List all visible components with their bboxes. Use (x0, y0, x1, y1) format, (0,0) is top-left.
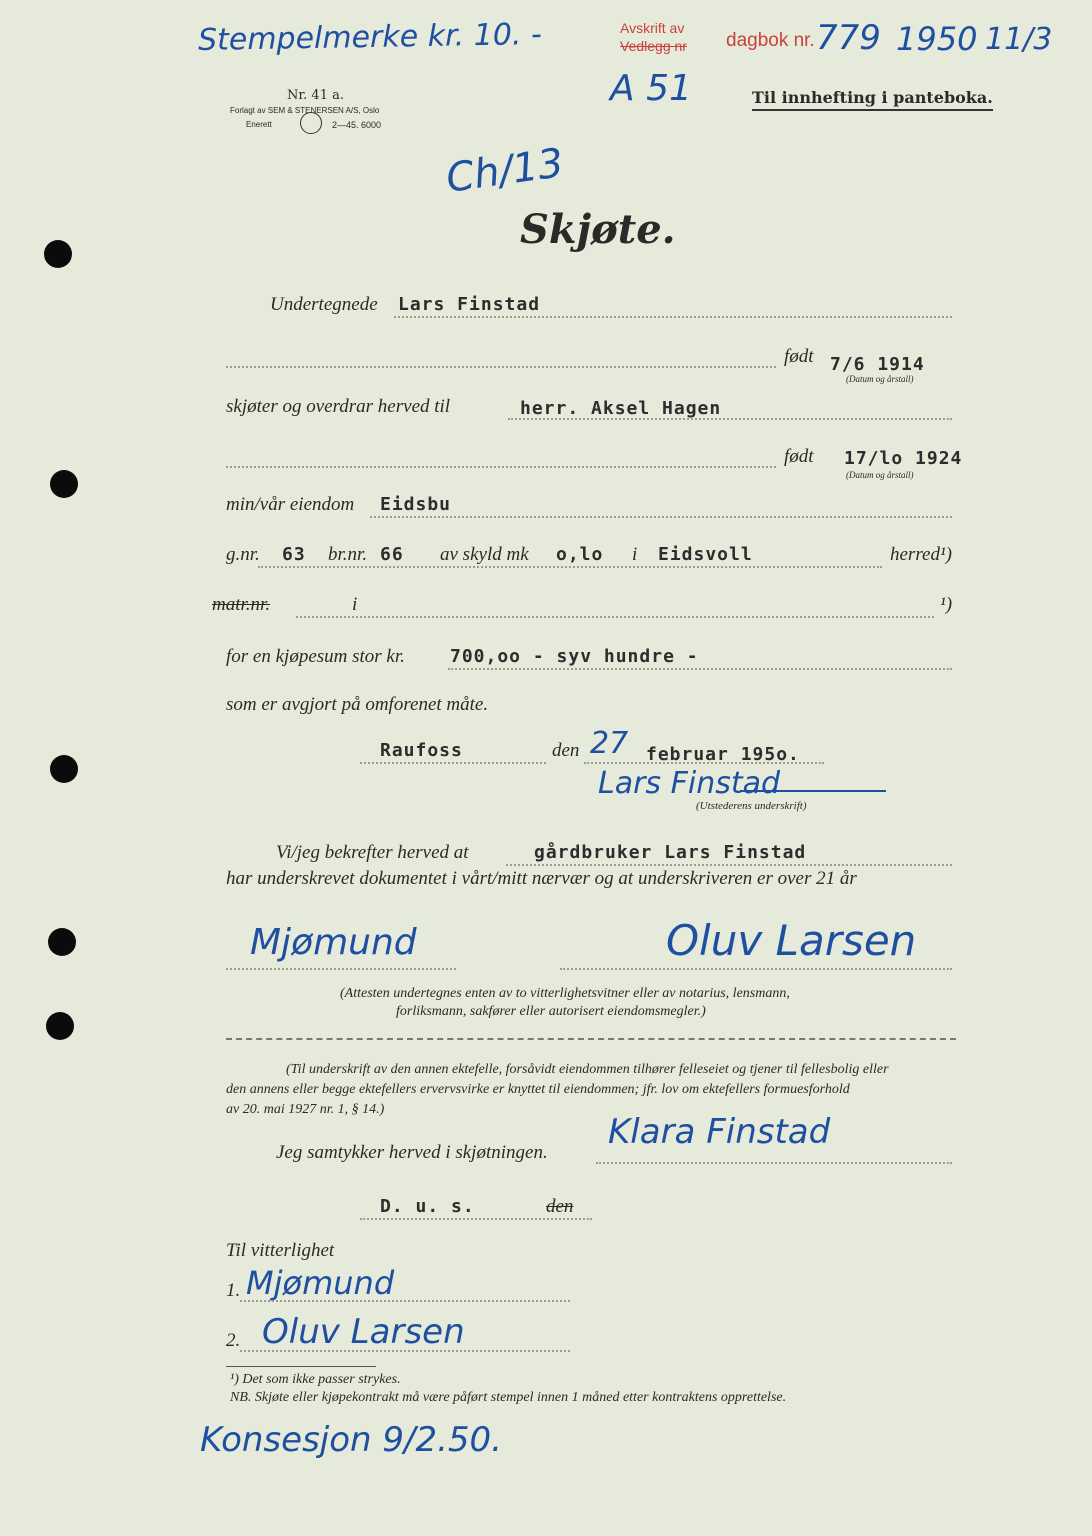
punch-hole (50, 755, 78, 783)
spouse-note-3: av 20. mai 1927 nr. 1, § 14.) (226, 1102, 385, 1117)
buyer-born: 17/lo 1924 (844, 448, 963, 469)
line-undertegnede (394, 316, 952, 318)
vitterlighet-n1: 1. (226, 1280, 241, 1301)
publisher-enerett: Enerett (246, 120, 272, 129)
konsesjon-note: Konsesjon 9/2.50. (200, 1420, 502, 1460)
herred-label: herred¹) (890, 544, 952, 565)
dagbok-year: 1950 (896, 20, 978, 58)
date-rest: februar 195o. (646, 744, 800, 765)
footnote-mark: ¹) (940, 594, 953, 615)
price: 700,oo - syv hundre - (450, 646, 699, 667)
line-fodt1 (226, 366, 776, 368)
line-vitt-2 (240, 1350, 570, 1352)
line-eiendom (370, 516, 952, 518)
seller-name: Lars Finstad (398, 294, 541, 315)
brnr-label: br.nr. (328, 544, 368, 565)
datum-caption: (Datum og årstall) (846, 374, 914, 384)
vitterlighet-label: Til vitterlighet (226, 1240, 335, 1261)
den-label: den (552, 740, 580, 761)
stamp-avskrift: Avskrift av (620, 20, 685, 36)
i-label: i (632, 544, 638, 565)
undertegnede-label: Undertegnede (270, 294, 378, 315)
divider (226, 1038, 956, 1040)
gnr-label: g.nr. (226, 544, 260, 565)
line-place (360, 762, 546, 764)
kjopesum-label: for en kjøpesum stor kr. (226, 646, 405, 667)
property-name: Eidsbu (380, 494, 452, 515)
date-day: 27 (590, 726, 629, 761)
confirm-label: Vi/jeg bekrefter herved at (276, 842, 469, 863)
handwritten-code: A 51 (610, 68, 692, 109)
vitterlighet-n2: 2. (226, 1330, 241, 1351)
confirm-name: gårdbruker Lars Finstad (534, 842, 807, 863)
publisher-code: 2—45. 6000 (332, 120, 382, 130)
form-number: Nr. 41 a. (287, 88, 344, 103)
avgjort-text: som er avgjort på omforenet måte. (226, 694, 489, 715)
punch-hole (44, 240, 72, 268)
line-matr (296, 616, 934, 618)
date-note: 11/3 (985, 22, 1053, 57)
witness-note-2: forliksmann, sakfører eller autorisert eiendomsmegler.) (396, 1004, 706, 1019)
confirm-line2: har underskrevet dokumentet i vårt/mitt nærvær og at underskriveren er over 21 år (226, 868, 857, 889)
spouse-note-1: (Til underskrift av den annen ektefelle, forsåvidt eiendommen tilhører felleseiet og tjener til fellesbolig eller (286, 1062, 889, 1077)
punch-hole (46, 1012, 74, 1040)
line-date (584, 762, 824, 764)
eiendom-label: min/vår eiendom (226, 494, 355, 515)
publisher-logo (300, 112, 322, 134)
skyld-label: av skyld mk (440, 544, 529, 565)
fodt-label-2: født (784, 446, 814, 467)
fodt-label: født (784, 346, 814, 367)
consent-label: Jeg samtykker herved i skjøtningen. (276, 1142, 548, 1163)
line-vitt-1 (240, 1300, 570, 1302)
line-witness-1 (226, 968, 456, 970)
municipality: Eidsvoll (658, 544, 753, 565)
witness-signature-2: Oluv Larsen (666, 916, 917, 965)
matrnr-label: matr.nr. (212, 594, 271, 615)
dagbok-label: dagbok nr. (726, 30, 815, 51)
buyer-name: herr. Aksel Hagen (520, 398, 722, 419)
spouse-note-2: den annens eller begge ektefellers ervervsvirke er knyttet til eiendommen; jfr. lov om ektefellers formuesforhold (226, 1082, 850, 1097)
dagbok-number: 779 (816, 18, 881, 58)
signature-caption: (Utstederens underskrift) (696, 800, 807, 812)
witness-signature-1: Mjømund (250, 922, 417, 963)
line-price (448, 668, 952, 670)
line-gnr (258, 566, 882, 568)
place: Raufoss (380, 740, 463, 761)
line-confirm (506, 864, 952, 866)
stamp-vedlegg: Vedlegg nr (620, 38, 687, 54)
brnr-value: 66 (380, 544, 404, 565)
den-struck: den (546, 1196, 574, 1217)
line-fodt2 (226, 466, 776, 468)
publisher-line: Forlagt av SEM & STENERSEN A/S, Oslo (230, 106, 380, 115)
footnote-1: ¹) Det som ikke passer strykes. (230, 1372, 401, 1387)
seller-born: 7/6 1914 (830, 354, 925, 375)
deed-title: Skjøte. (520, 206, 676, 253)
line-dus (360, 1218, 592, 1220)
handwritten-stamp-note: Stempelmerke kr. 10. - (197, 17, 543, 58)
line-witness-2 (560, 968, 952, 970)
punch-hole (50, 470, 78, 498)
gnr-value: 63 (282, 544, 306, 565)
seller-signature: Lars Finstad (598, 766, 781, 801)
datum-caption-2: (Datum og årstall) (846, 470, 914, 480)
matr-i-label: i (352, 594, 358, 615)
skjoter-label: skjøter og overdrar herved til (226, 396, 451, 417)
footnote-rule (226, 1366, 376, 1367)
footnote-2: NB. Skjøte eller kjøpekontrakt må være påført stempel innen 1 måned etter kontraktens opprettelse. (230, 1390, 787, 1405)
punch-hole (48, 928, 76, 956)
witness-note-1: (Attesten undertegnes enten av to vitterlighetsvitner eller av notarius, lensmann, (340, 986, 790, 1001)
vitterlighet-sig2: Oluv Larsen (262, 1312, 465, 1352)
title-initials: Ch/13 (443, 140, 567, 202)
skyld-value: o,lo (556, 544, 604, 565)
spouse-signature: Klara Finstad (608, 1112, 831, 1152)
line-spouse (596, 1162, 952, 1164)
vitterlighet-sig1: Mjømund (246, 1264, 395, 1302)
seller-signature-stroke (740, 790, 886, 792)
dus: D. u. s. (380, 1196, 475, 1217)
til-innhefting: Til innhefting i panteboka. (752, 88, 993, 111)
